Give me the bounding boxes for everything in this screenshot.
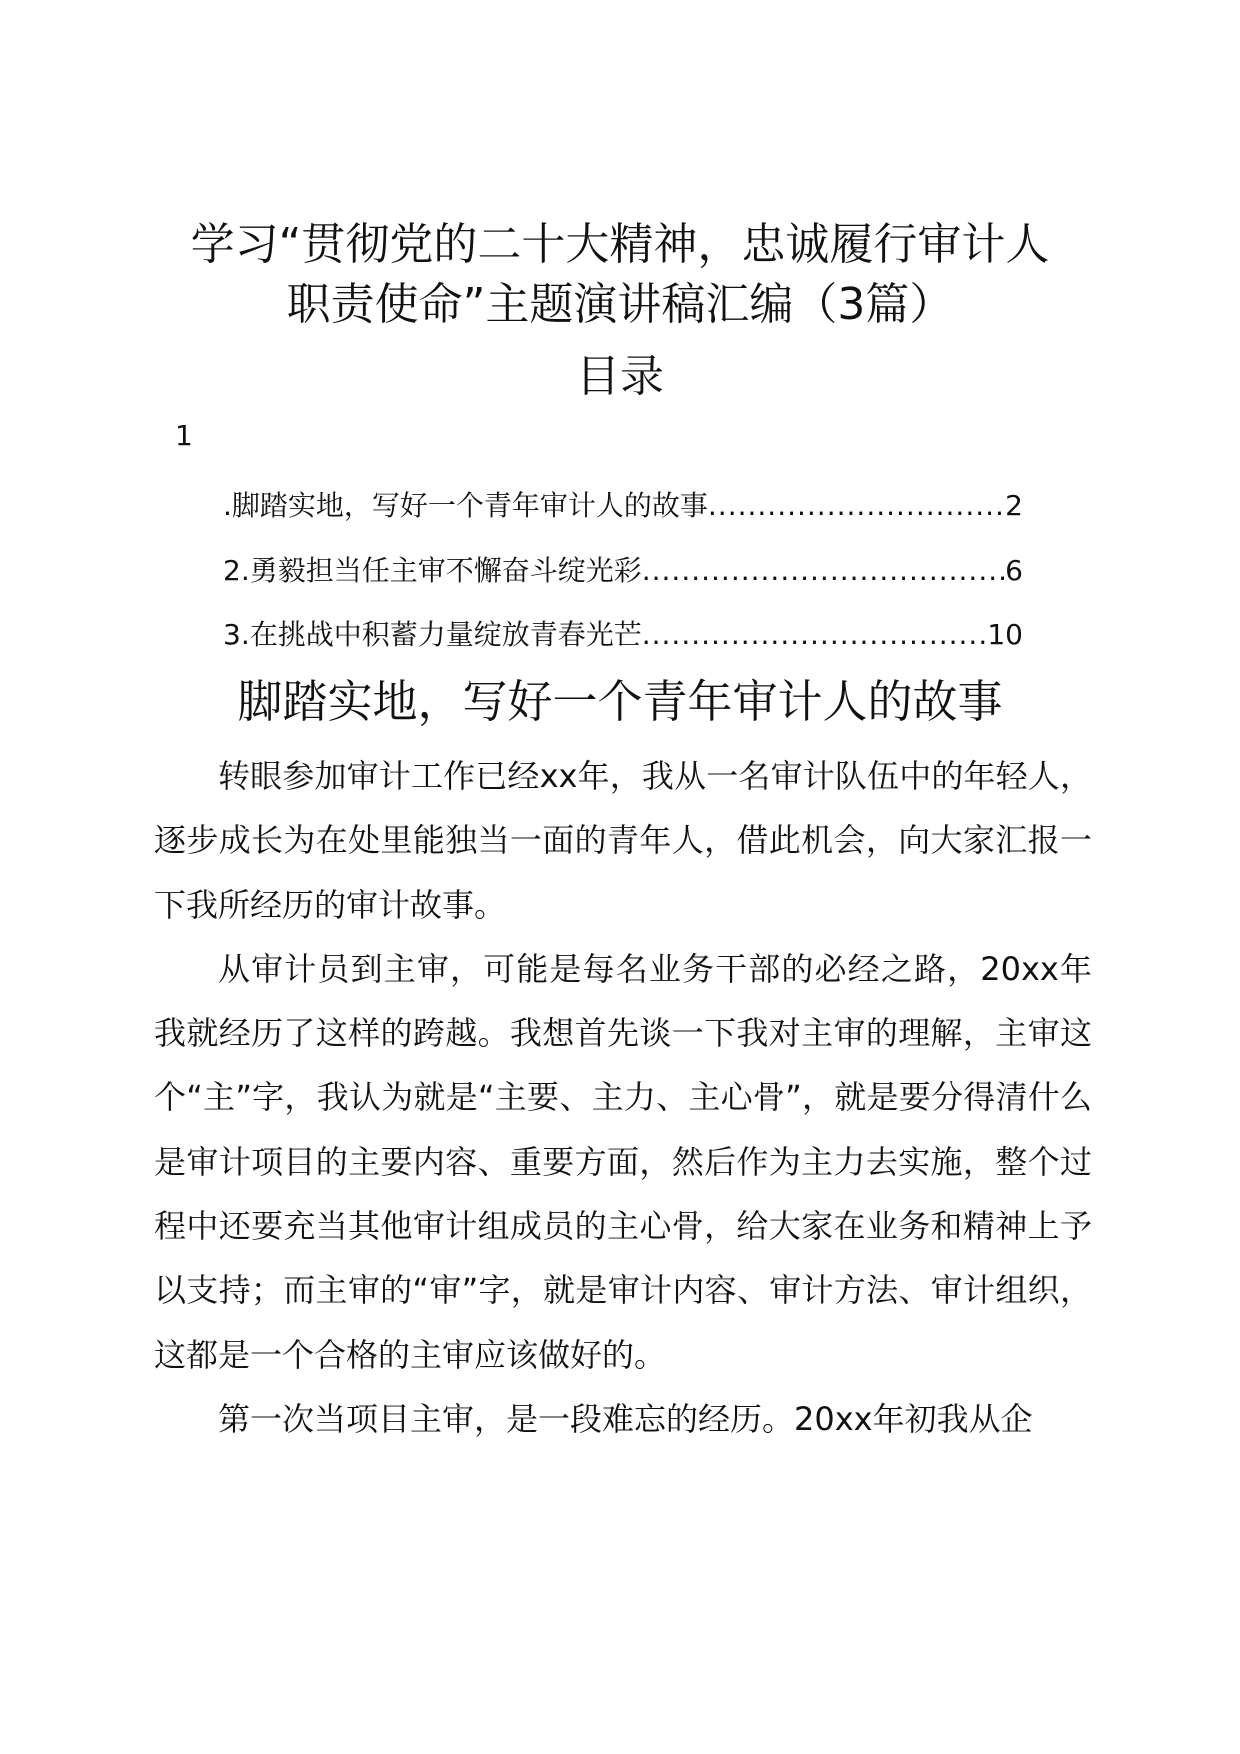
document-title-line-1: 学习“贯彻党的二十大精神，忠诚履行审计人 [190,219,1050,270]
body-paragraph: 从审计员到主审，可能是每名业务干部的必经之路，20xx年我就经历了这样的跨越。我想首先谈一下我对主审的理解，主审这个“主”字，我认为就是“主要、主力、主心骨”，就是要分得清什么是审计项目的主要内容、重要方面，然后作为主力去实施，整个过程中还要充当其他审计组成员的主心骨，给大家在业务和精神上予以支持；而主审的“审”字，就是审计内容、审计方法、审计组织，这都是一个合格的主审应该做好的。 [154,949,1092,1374]
toc-entry-page: 10 [987,618,1023,651]
toc-entry-page: 6 [1005,554,1023,587]
toc-entry-label: 3.在挑战中积蓄力量绽放青春光芒 [223,618,642,651]
toc-leader-dots [642,551,1005,591]
body-paragraph: 转眼参加审计工作已经xx年，我从一名审计队伍中的年轻人，逐步成长为在处里能独当一面的青年人，借此机会，向大家汇报一下我所经历的审计故事。 [154,757,1092,924]
body-paragraph: 第一次当项目主审，是一段难忘的经历。20xx年初我从企 [218,1399,1033,1438]
document-title-line-2: 职责使命”主题演讲稿汇编（3篇） [286,279,954,330]
section-body [154,744,1092,1451]
toc-entry[interactable] [223,486,1023,526]
toc-entry-label: 2.勇毅担当任主审不懈奋斗绽光彩 [223,554,642,587]
section-title: 脚踏实地，写好一个青年审计人的故事 [237,675,1003,728]
toc-entry[interactable] [223,551,1023,591]
toc-entry[interactable] [223,615,1023,655]
toc-leader-dots [642,615,988,655]
toc-entry-label: .脚踏实地，写好一个青年审计人的故事 [223,489,708,522]
toc-leader-dots [708,486,1005,526]
toc-number: 1 [175,419,193,452]
toc-entry-page: 2 [1005,489,1023,522]
toc-heading: 目录 [576,351,664,402]
